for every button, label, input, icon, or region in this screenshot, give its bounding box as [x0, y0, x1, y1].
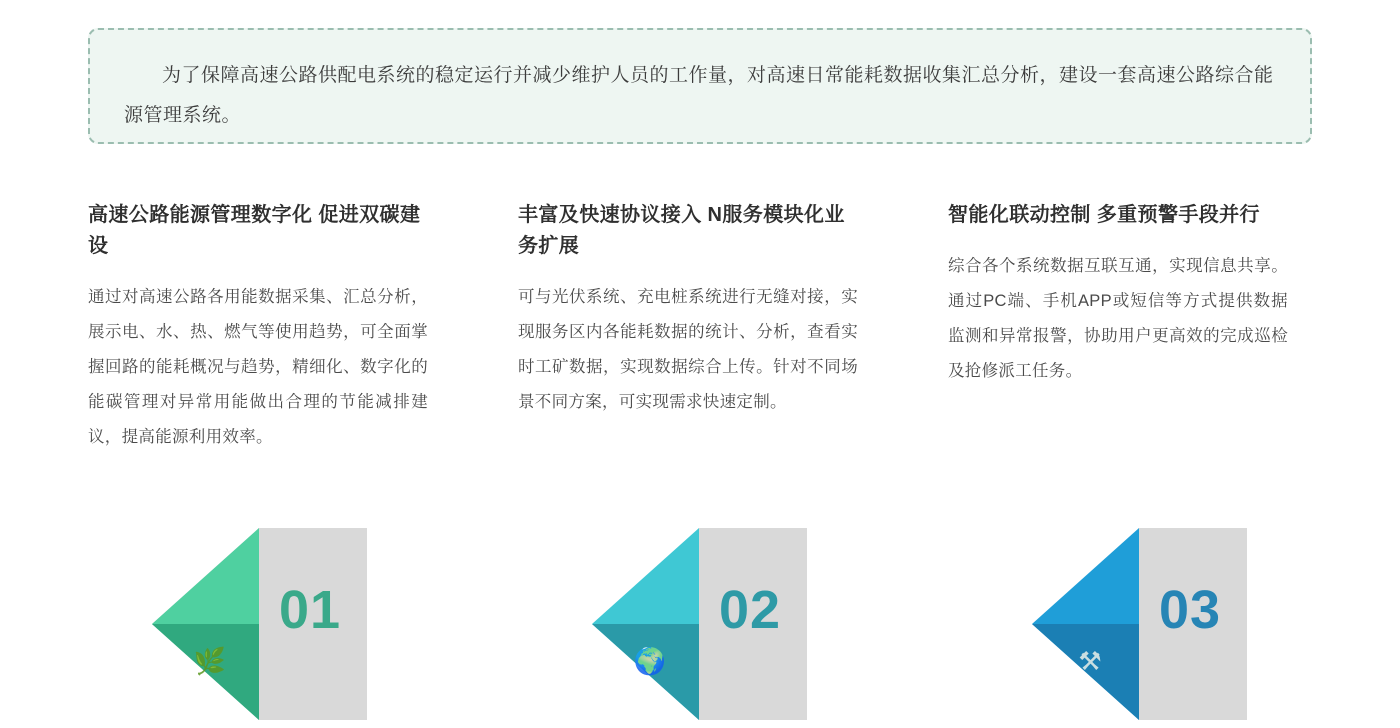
- leaf-icon: 🌿: [193, 646, 227, 676]
- badge-03: [1032, 528, 1247, 720]
- badge-number: 03: [1158, 580, 1222, 640]
- feature-body: 综合各个系统数据互联互通，实现信息共享。通过PC端、手机APP或短信等方式提供数据监测和异常报警，协助用户更高效的完成巡检及抢修派工任务。: [948, 257, 1288, 380]
- globe-icon: 🌍: [633, 646, 667, 676]
- badge-02: [592, 528, 807, 720]
- feature-title: 高速公路能源管理数字化 促进双碳建设: [88, 204, 421, 257]
- feature-column-3: [948, 200, 1293, 455]
- badge-number: 02: [718, 580, 782, 640]
- badge-number: 01: [278, 580, 342, 640]
- badge-01: [152, 528, 367, 720]
- badge-row: [0, 528, 1400, 728]
- feature-body: 可与光伏系统、充电桩系统进行无缝对接，实现服务区内各能耗数据的统计、分析，查看实时工矿数据，实现数据综合上传。针对不同场景不同方案，可实现需求快速定制。: [518, 288, 858, 411]
- tools-icon: ⚒: [1078, 646, 1102, 676]
- feature-title: 丰富及快速协议接入 N服务模块化业务扩展: [518, 204, 845, 257]
- intro-callout: [88, 28, 1312, 144]
- feature-title: 智能化联动控制 多重预警手段并行: [948, 204, 1260, 226]
- feature-body: 通过对高速公路各用能数据采集、汇总分析，展示电、水、热、燃气等使用趋势，可全面掌握回路的能耗概况与趋势，精细化、数字化的能碳管理对异常用能做出合理的节能减排建议，提高能源利用效率。: [88, 288, 428, 446]
- feature-column-2: [518, 200, 863, 455]
- feature-column-1: [88, 200, 433, 455]
- intro-text: 为了保障高速公路供配电系统的稳定运行并减少维护人员的工作量，对高速日常能耗数据收集汇总分析，建设一套高速公路综合能源管理系统。: [124, 65, 1274, 126]
- feature-columns: [0, 200, 1400, 455]
